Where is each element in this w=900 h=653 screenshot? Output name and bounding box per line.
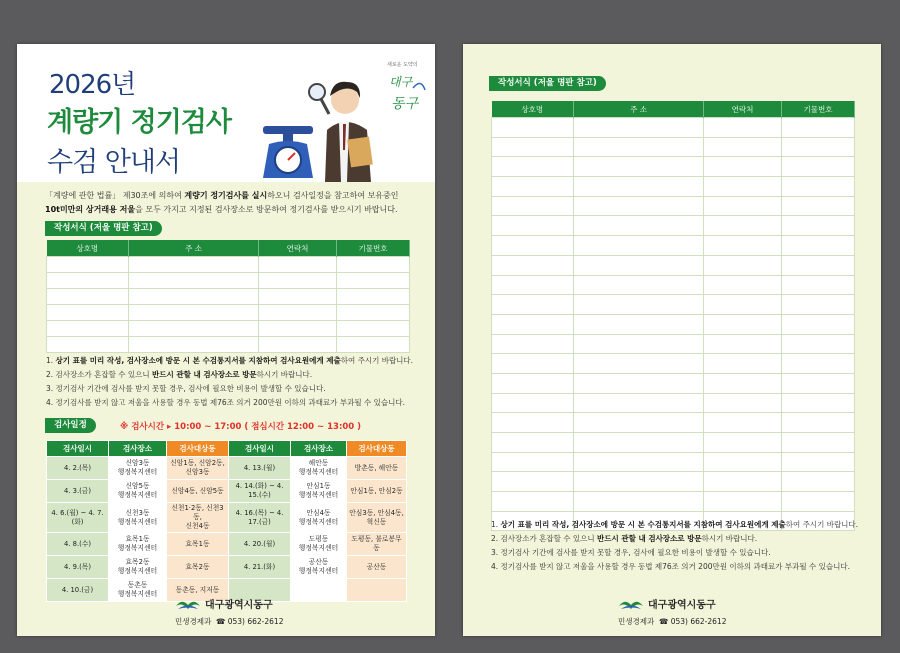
form-blank-cell[interactable] — [492, 393, 574, 413]
form-blank-cell[interactable] — [492, 492, 574, 512]
schedule-date-cell: 4. 21.(화) — [229, 556, 291, 579]
inspection-time-note: ※ 검사시간 ▸ 10:00 ~ 17:00 ( 점심시간 12:00 ~ 13:00 ) — [120, 422, 362, 432]
schedule-place-cell: 안심4동 행정복지센터 — [291, 503, 347, 533]
schedule-target-cell: 공산동 — [347, 556, 407, 579]
form-column-header: 연락처 — [704, 101, 782, 118]
svg-text:새로운 도약의: 새로운 도약의 — [387, 62, 418, 68]
form-blank-cell[interactable] — [492, 216, 574, 236]
form-blank-cell[interactable] — [574, 255, 704, 275]
form-blank-cell[interactable] — [704, 216, 782, 236]
notice-item: 1. 상기 표를 미리 작성, 검사장소에 방문 시 본 수검통지서를 지참하여 검사요원에게 제출하여 주시기 바랍니다. — [46, 356, 414, 365]
form-row — [492, 137, 855, 157]
form-blank-cell[interactable] — [259, 273, 337, 289]
form-blank-cell[interactable] — [704, 433, 782, 453]
form-blank-cell[interactable] — [259, 289, 337, 305]
schedule-target-cell: 방촌동, 해안동 — [347, 457, 407, 480]
svg-text:동구: 동구 — [391, 96, 419, 112]
schedule-date-cell: 4. 20.(월) — [229, 533, 291, 556]
form-column-header: 상호명 — [47, 240, 129, 257]
form-row — [492, 433, 855, 453]
org-name: 대구광역시동구 — [205, 600, 273, 611]
form-blank-cell[interactable] — [704, 295, 782, 315]
schedule-target-cell: 효목2동 — [167, 556, 229, 579]
form-column-header: 주 소 — [129, 240, 259, 257]
notice-list — [491, 518, 871, 574]
form-blank-cell[interactable] — [782, 196, 855, 216]
intro-bold: 10t미만의 상거래용 저울 — [45, 205, 136, 214]
schedule-row — [47, 480, 407, 503]
form-blank-cell[interactable] — [129, 337, 259, 353]
form-blank-cell[interactable] — [782, 314, 855, 334]
form-blank-cell[interactable] — [492, 472, 574, 492]
notice-item: 1. 상기 표를 미리 작성, 검사장소에 방문 시 본 수검통지서를 지참하여 검사요원에게 제출하여 주시기 바랍니다. — [491, 520, 859, 529]
form-blank-cell[interactable] — [782, 413, 855, 433]
form-row — [492, 255, 855, 275]
form-row — [47, 289, 410, 305]
org-logo — [618, 596, 716, 612]
form-blank-cell[interactable] — [492, 452, 574, 472]
form-blank-cell[interactable] — [492, 354, 574, 374]
form-blank-cell[interactable] — [704, 137, 782, 157]
form-blank-cell[interactable] — [574, 393, 704, 413]
form-blank-cell[interactable] — [492, 137, 574, 157]
form-section-title: 작성서식 (저울 명판 참고) — [489, 76, 606, 91]
form-blank-cell[interactable] — [782, 118, 855, 138]
form-blank-cell[interactable] — [492, 373, 574, 393]
schedule-column-header: 검사일시 — [47, 441, 109, 457]
form-blank-cell[interactable] — [704, 373, 782, 393]
form-row — [47, 257, 410, 273]
form-row — [492, 236, 855, 256]
notice-item: 2. 검사장소가 혼잡할 수 있으니 반드시 관할 내 검사장소로 방문하시기 바랍니다. — [491, 534, 758, 543]
schedule-place-cell: 신천3동 행정복지센터 — [109, 503, 167, 533]
form-blank-cell[interactable] — [337, 289, 410, 305]
form-blank-cell[interactable] — [574, 236, 704, 256]
org-name: 대구광역시동구 — [648, 600, 716, 611]
schedule-place-cell: 도평동 행정복지센터 — [291, 533, 347, 556]
form-section-title: 작성서식 (저울 명판 참고) — [45, 221, 162, 236]
form-blank-cell[interactable] — [782, 236, 855, 256]
notice-item: 4. 정기검사를 받지 않고 저울을 사용할 경우 동법 제76조 의거 200만원 이하의 과태료가 부과될 수 있습니다. — [46, 398, 405, 407]
form-blank-cell[interactable] — [492, 295, 574, 315]
schedule-date-cell: 4. 13.(월) — [229, 457, 291, 480]
form-row — [47, 337, 410, 353]
form-blank-cell[interactable] — [574, 177, 704, 197]
sub-title: 수검 안내서 — [47, 147, 180, 178]
form-blank-cell[interactable] — [259, 321, 337, 337]
form-row — [492, 157, 855, 177]
schedule-place-cell: 해안동 행정복지센터 — [291, 457, 347, 480]
schedule-place-cell: 공산동 행정복지센터 — [291, 556, 347, 579]
form-column-header: 기물번호 — [337, 240, 410, 257]
schedule-target-cell — [347, 579, 407, 602]
form-blank-cell[interactable] — [47, 273, 129, 289]
schedule-target-cell: 효목1동 — [167, 533, 229, 556]
form-blank-cell[interactable] — [574, 334, 704, 354]
form-blank-cell[interactable] — [47, 337, 129, 353]
schedule-place-cell: 효목2동 행정복지센터 — [109, 556, 167, 579]
form-blank-cell[interactable] — [704, 492, 782, 512]
form-blank-cell[interactable] — [704, 118, 782, 138]
schedule-column-header: 검사장소 — [109, 441, 167, 457]
back-page — [463, 44, 881, 636]
schedule-place-cell — [291, 579, 347, 602]
form-blank-cell[interactable] — [337, 321, 410, 337]
schedule-row — [47, 503, 407, 533]
form-blank-cell[interactable] — [574, 295, 704, 315]
form-row — [47, 321, 410, 337]
form-row — [492, 354, 855, 374]
hero-banner — [17, 44, 435, 182]
form-blank-cell[interactable] — [259, 305, 337, 321]
form-blank-cell[interactable] — [704, 393, 782, 413]
form-blank-cell[interactable] — [259, 337, 337, 353]
form-blank-cell[interactable] — [574, 354, 704, 374]
schedule-target-cell: 동촌동, 지저동 — [167, 579, 229, 602]
form-blank-cell[interactable] — [492, 433, 574, 453]
schedule-place-cell: 동촌동 행정복지센터 — [109, 579, 167, 602]
form-blank-cell[interactable] — [492, 413, 574, 433]
schedule-date-cell: 4. 14.(화) ~ 4. 15.(수) — [229, 480, 291, 503]
schedule-table — [46, 440, 407, 602]
form-blank-cell[interactable] — [782, 492, 855, 512]
form-blank-cell[interactable] — [704, 354, 782, 374]
department-name: 민생경제과 — [175, 617, 212, 626]
notice-item: 2. 검사장소가 혼잡할 수 있으니 반드시 관할 내 검사장소로 방문하시기 바랍니다. — [46, 370, 313, 379]
form-row — [492, 314, 855, 334]
contact-line — [175, 616, 283, 627]
form-row — [492, 452, 855, 472]
inspector-illustration — [305, 70, 387, 182]
form-blank-cell[interactable] — [47, 321, 129, 337]
form-blank-cell[interactable] — [782, 177, 855, 197]
form-blank-cell[interactable] — [782, 295, 855, 315]
form-blank-cell[interactable] — [782, 452, 855, 472]
form-blank-cell[interactable] — [782, 373, 855, 393]
form-blank-cell[interactable] — [129, 305, 259, 321]
form-blank-cell[interactable] — [704, 255, 782, 275]
form-blank-cell[interactable] — [337, 257, 410, 273]
form-blank-cell[interactable] — [574, 373, 704, 393]
form-blank-cell[interactable] — [574, 118, 704, 138]
schedule-row — [47, 533, 407, 556]
form-column-header: 기물번호 — [782, 101, 855, 118]
form-blank-cell[interactable] — [574, 452, 704, 472]
schedule-target-cell: 신암1동, 신암2동, 신암3동 — [167, 457, 229, 480]
form-blank-cell[interactable] — [259, 257, 337, 273]
year-title: 2026년 — [49, 70, 136, 100]
form-row — [492, 413, 855, 433]
contact-line — [618, 616, 726, 627]
form-blank-cell[interactable] — [782, 334, 855, 354]
form-blank-cell[interactable] — [492, 236, 574, 256]
form-blank-cell[interactable] — [704, 275, 782, 295]
form-column-header: 상호명 — [492, 101, 574, 118]
slogan-logo — [381, 58, 429, 116]
form-column-header: 주 소 — [574, 101, 704, 118]
org-emblem-icon — [175, 598, 201, 612]
form-blank-cell[interactable] — [492, 177, 574, 197]
form-row — [47, 273, 410, 289]
form-row — [492, 295, 855, 315]
schedule-column-header: 검사장소 — [291, 441, 347, 457]
schedule-target-cell: 안심3동, 안심4동, 혁신동 — [347, 503, 407, 533]
form-blank-cell[interactable] — [47, 257, 129, 273]
schedule-row — [47, 457, 407, 480]
form-row — [492, 177, 855, 197]
form-blank-cell[interactable] — [492, 255, 574, 275]
schedule-column-header: 검사일시 — [229, 441, 291, 457]
org-logo — [175, 596, 273, 612]
form-blank-cell[interactable] — [574, 413, 704, 433]
form-row — [492, 275, 855, 295]
form-blank-cell[interactable] — [704, 157, 782, 177]
intro-bold: 계량기 정기검사를 실시 — [184, 191, 268, 200]
form-blank-cell[interactable] — [337, 273, 410, 289]
form-row — [492, 472, 855, 492]
form-row — [47, 305, 410, 321]
schedule-target-cell: 신천1·2동, 신천3동, 신천4동 — [167, 503, 229, 533]
form-blank-cell[interactable] — [492, 314, 574, 334]
form-blank-cell[interactable] — [337, 305, 410, 321]
form-blank-cell[interactable] — [704, 452, 782, 472]
form-blank-cell[interactable] — [47, 289, 129, 305]
form-blank-cell[interactable] — [704, 314, 782, 334]
form-row — [492, 334, 855, 354]
front-page — [17, 44, 435, 636]
form-blank-cell[interactable] — [492, 157, 574, 177]
schedule-place-cell: 신암3동 행정복지센터 — [109, 457, 167, 480]
form-blank-cell[interactable] — [47, 305, 129, 321]
schedule-date-cell: 4. 3.(금) — [47, 480, 109, 503]
svg-text:대구: 대구 — [389, 75, 413, 89]
form-row — [492, 393, 855, 413]
form-blank-cell[interactable] — [129, 321, 259, 337]
entry-form-table — [46, 240, 410, 353]
notice-item: 3. 정기검사 기간에 검사를 받지 못할 경우, 검사에 필요한 비용이 발생할 수 있습니다. — [491, 548, 771, 557]
form-blank-cell[interactable] — [574, 137, 704, 157]
schedule-target-cell: 안심1동, 안심2동 — [347, 480, 407, 503]
form-blank-cell[interactable] — [704, 196, 782, 216]
schedule-column-header: 검사대상동 — [167, 441, 229, 457]
form-blank-cell[interactable] — [782, 137, 855, 157]
schedule-section-title: 검사일정 — [45, 418, 96, 433]
notice-item: 3. 정기검사 기간에 검사를 받지 못할 경우, 검사에 필요한 비용이 발생할 수 있습니다. — [46, 384, 326, 393]
form-row — [492, 492, 855, 512]
notice-item: 4. 정기검사를 받지 않고 저울을 사용할 경우 동법 제76조 의거 200만원 이하의 과태료가 부과될 수 있습니다. — [491, 562, 850, 571]
notice-list — [46, 354, 421, 410]
form-blank-cell[interactable] — [782, 393, 855, 413]
schedule-date-cell: 4. 9.(목) — [47, 556, 109, 579]
schedule-place-cell: 효목1동 행정복지센터 — [109, 533, 167, 556]
form-row — [492, 118, 855, 138]
phone-number: ☎ 053) 662-2612 — [216, 617, 284, 626]
form-row — [492, 373, 855, 393]
form-blank-cell[interactable] — [782, 216, 855, 236]
form-blank-cell[interactable] — [782, 354, 855, 374]
form-blank-cell[interactable] — [492, 334, 574, 354]
schedule-place-cell: 신암5동 행정복지센터 — [109, 480, 167, 503]
form-blank-cell[interactable] — [574, 196, 704, 216]
form-blank-cell[interactable] — [704, 472, 782, 492]
form-blank-cell[interactable] — [704, 177, 782, 197]
schedule-place-cell: 안심1동 행정복지센터 — [291, 480, 347, 503]
intro-paragraph — [45, 189, 415, 217]
form-blank-cell[interactable] — [492, 196, 574, 216]
schedule-date-cell: 4. 8.(수) — [47, 533, 109, 556]
form-blank-cell[interactable] — [492, 118, 574, 138]
form-blank-cell[interactable] — [704, 334, 782, 354]
form-blank-cell[interactable] — [574, 472, 704, 492]
form-blank-cell[interactable] — [574, 314, 704, 334]
form-blank-cell[interactable] — [782, 157, 855, 177]
form-blank-cell[interactable] — [704, 413, 782, 433]
schedule-row — [47, 556, 407, 579]
entry-form-table — [491, 101, 855, 531]
form-row — [492, 196, 855, 216]
form-blank-cell[interactable] — [129, 257, 259, 273]
form-blank-cell[interactable] — [337, 337, 410, 353]
form-blank-cell[interactable] — [129, 273, 259, 289]
schedule-column-header: 검사대상동 — [347, 441, 407, 457]
form-blank-cell[interactable] — [574, 433, 704, 453]
form-blank-cell[interactable] — [782, 433, 855, 453]
org-emblem-icon — [618, 598, 644, 612]
intro-text: 을 모두 가지고 지정된 검사장소로 방문하여 정기검사를 받으시기 바랍니다. — [135, 205, 398, 214]
schedule-date-cell: 4. 6.(월) ~ 4. 7.(화) — [47, 503, 109, 533]
form-blank-cell[interactable] — [574, 216, 704, 236]
schedule-date-cell: 4. 16.(목) ~ 4. 17.(금) — [229, 503, 291, 533]
form-blank-cell[interactable] — [574, 275, 704, 295]
department-name: 민생경제과 — [618, 617, 655, 626]
phone-number: ☎ 053) 662-2612 — [659, 617, 727, 626]
schedule-date-cell: 4. 10.(금) — [47, 579, 109, 602]
form-blank-cell[interactable] — [704, 236, 782, 256]
schedule-target-cell: 신암4동, 신암5동 — [167, 480, 229, 503]
intro-text: 하오니 검사일정을 참고하여 보유중인 — [267, 191, 399, 200]
intro-text: 「계량에 관한 법률」 제30조에 의하여 — [45, 191, 185, 200]
form-blank-cell[interactable] — [782, 472, 855, 492]
form-blank-cell[interactable] — [782, 255, 855, 275]
form-row — [492, 216, 855, 236]
form-blank-cell[interactable] — [129, 289, 259, 305]
form-blank-cell[interactable] — [574, 492, 704, 512]
form-blank-cell[interactable] — [782, 275, 855, 295]
schedule-target-cell: 도평동, 불로봉무동 — [347, 533, 407, 556]
main-title: 계량기 정기검사 — [47, 107, 231, 138]
form-column-header: 연락처 — [259, 240, 337, 257]
form-blank-cell[interactable] — [574, 157, 704, 177]
schedule-date-cell: 4. 2.(목) — [47, 457, 109, 480]
form-blank-cell[interactable] — [492, 275, 574, 295]
